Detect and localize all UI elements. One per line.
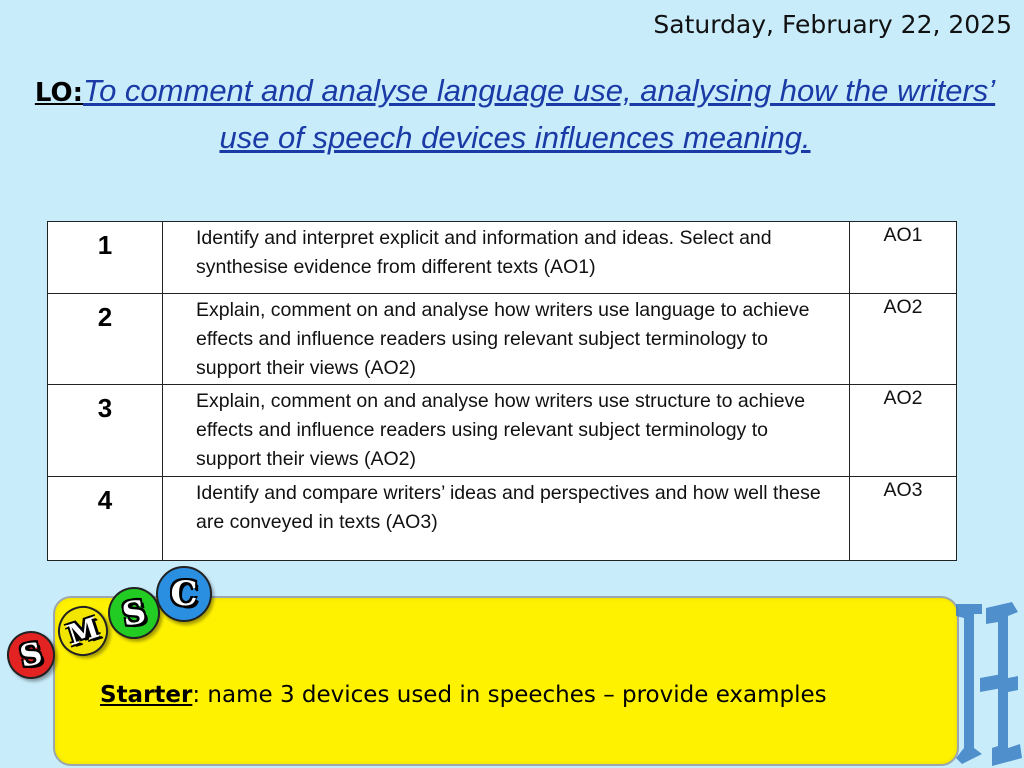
learning-objective	[30, 70, 1000, 164]
lo-label: LO:	[34, 78, 83, 108]
school-crest-icon	[952, 598, 1024, 768]
row-number: 1	[48, 222, 163, 294]
row-description: Explain, comment on and analyse how writers use language to achieve effects and influence readers using relevant subject terminology to support their views (AO2)	[163, 294, 850, 385]
row-ao: AO3	[850, 476, 957, 560]
table-row	[48, 476, 957, 560]
lo-text: To comment and analyse language use, analysing how the writers’ use of speech devices influences meaning.	[82, 73, 996, 155]
logo-ball-s1: S	[3, 627, 60, 684]
logo-ball-c: C	[156, 566, 212, 622]
row-description: Identify and compare writers’ ideas and perspectives and how well these are conveyed in texts (AO3)	[163, 476, 850, 560]
starter-prompt: : name 3 devices used in speeches – provide examples	[192, 682, 827, 708]
row-ao: AO1	[850, 222, 957, 294]
logo-ball-m: M	[51, 599, 114, 662]
row-number: 3	[48, 385, 163, 476]
starter-label: Starter	[100, 682, 193, 708]
row-description: Identify and interpret explicit and information and ideas. Select and synthesise evidence from different texts (AO1)	[163, 222, 850, 294]
starter-text	[100, 682, 827, 708]
assessment-objectives-table	[47, 221, 957, 561]
row-number: 2	[48, 294, 163, 385]
logo-ball-s2: S	[104, 583, 164, 643]
row-ao: AO2	[850, 385, 957, 476]
table-row	[48, 294, 957, 385]
row-description: Explain, comment on and analyse how writers use structure to achieve effects and influence readers using relevant subject terminology to support their views (AO2)	[163, 385, 850, 476]
table-row	[48, 222, 957, 294]
date-label: Saturday, February 22, 2025	[653, 10, 1012, 39]
table-row	[48, 385, 957, 476]
row-number: 4	[48, 476, 163, 560]
row-ao: AO2	[850, 294, 957, 385]
